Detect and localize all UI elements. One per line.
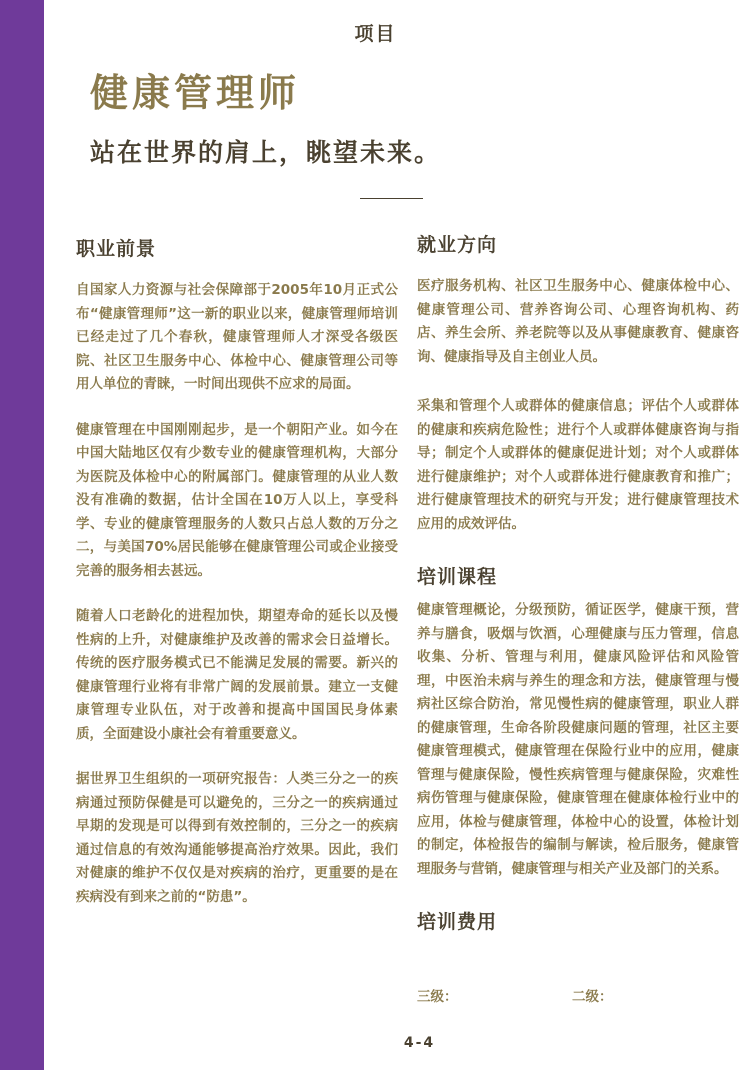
left-sidebar-bar xyxy=(0,0,44,1070)
career-paragraph-2: 健康管理在中国刚刚起步，是一个朝阳产业。如今在中国大陆地区仅有少数专业的健康管理机构，大部分为医院及体检中心的附属部门。健康管理的从业人数没有准确的数据，估计全国在10万人以上，享受科学、专业的健康管理服务的人数只占总人数的万分之二，与美国70%居民能够在健康管理公司或企业接受完善的服务相去甚远。 xyxy=(76,421,398,579)
fee-level-3: 三级： xyxy=(417,989,458,1005)
fees-heading: 培训费用 xyxy=(417,911,498,933)
right-column xyxy=(417,230,739,952)
career-paragraph-3: 随着人口老龄化的进程加快，期望寿命的延长以及慢性病的上升，对健康维护及改善的需求会日益增长。传统的医疗服务模式已不能满足发展的需要。新兴的健康管理行业将有非常广阔的发展前景。建立一支健康管理专业队伍，对于改善和提高中国国民身体素质，全面建设小康社会有着重要意义。 xyxy=(76,608,398,742)
employment-heading: 就业方向 xyxy=(417,234,498,256)
fee-level-2: 二级： xyxy=(572,989,613,1005)
page-number: 4-4 xyxy=(403,1035,436,1051)
employment-paragraph-1: 医疗服务机构、社区卫生服务中心、健康体检中心、健康管理公司、营养咨询公司、心理咨询机构、药店、养生会所、养老院等以及从事健康教育、健康咨询、健康指导及自主创业人员。 xyxy=(417,278,739,365)
title-divider xyxy=(360,198,423,199)
employment-paragraph-2: 采集和管理个人或群体的健康信息；评估个人或群体的健康和疾病危险性；进行个人或群体健康咨询与指导；制定个人或群体的健康促进计划；对个人或群体进行健康维护；对个人或群体进行健康教育和推广；进行健康管理技术的研究与开发；进行健康管理技术应用的成效评估。 xyxy=(417,398,739,532)
page-subtitle: 站在世界的肩上，眺望未来。 xyxy=(90,138,442,167)
career-paragraph-4: 据世界卫生组织的一项研究报告：人类三分之一的疾病通过预防保健是可以避免的，三分之一的疾病通过早期的发现是可以得到有效控制的，三分之一的疾病通过信息的有效沟通能够提高治疗效果。因此，我们对健康的维护不仅仅是对疾病的治疗，更重要的是在疾病没有到来之前的“防患”。 xyxy=(76,771,398,905)
courses-heading: 培训课程 xyxy=(417,566,498,588)
career-prospects-heading: 职业前景 xyxy=(76,238,157,260)
career-paragraph-1: 自国家人力资源与社会保障部于2005年10月正式公布“健康管理师”这一新的职业以来，健康管理师培训已经走过了几个春秋，健康管理师人才深受各级医院、社区卫生服务中心、体检中心、健康管理公司等用人单位的青睐，一时间出现供不应求的局面。 xyxy=(76,282,398,392)
section-label: 项目 xyxy=(354,23,397,45)
courses-text: 健康管理概论，分级预防，循证医学，健康干预，营养与膳食，吸烟与饮酒，心理健康与压力管理，信息收集、分析、管理与利用，健康风险评估和风险管理，中医治未病与养生的理念和方法，健康管理与慢病社区综合防治，常见慢性病的健康管理，职业人群的健康管理，生命各阶段健康问题的管理，社区主要健康管理模式，健康管理在保险行业中的应用，健康管理与健康保险，慢性疾病管理与健康保险，灾难性病伤管理与健康保险，健康管理在健康体检行业中的应用，体检与健康管理，体检中心的设置，体检计划的制定，体检报告的编制与解读，检后服务，健康管理服务与营销，健康管理与相关产业及部门的关系。 xyxy=(417,602,739,877)
fees-row xyxy=(417,985,737,1005)
page-title: 健康管理师 xyxy=(90,71,301,115)
left-column xyxy=(76,234,398,909)
